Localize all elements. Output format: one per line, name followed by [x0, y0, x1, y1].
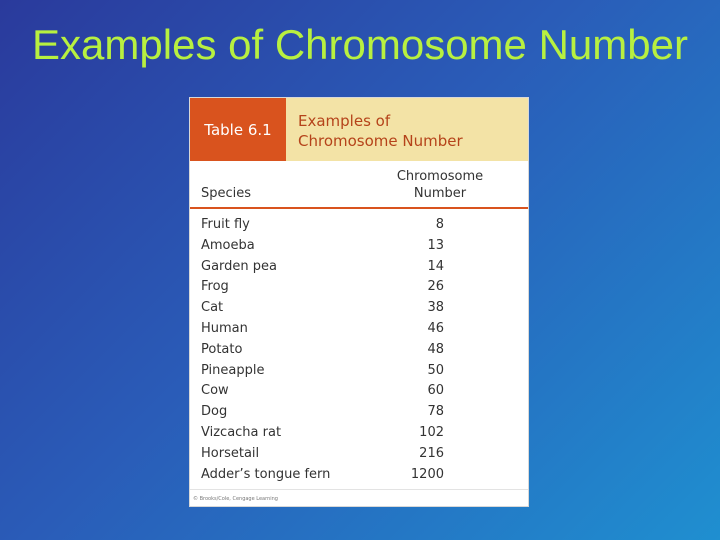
table-caption-line1: Examples of: [298, 112, 391, 130]
species-cell: Garden pea: [201, 258, 277, 274]
table-caption-line2: Chromosome Number: [298, 132, 463, 150]
chromosome-number-cell: 1200: [410, 466, 444, 482]
column-header-species: Species: [201, 186, 252, 201]
species-cell: Human: [201, 320, 248, 336]
species-cell: Cat: [201, 300, 224, 316]
table-row: [190, 236, 529, 257]
copyright-credit: © Brooks/Cole, Cengage Learning: [193, 496, 278, 502]
chromosome-number-cell: 50: [427, 362, 444, 378]
chromosome-number-cell: 102: [419, 424, 444, 440]
table-row: [190, 465, 529, 486]
table-row: [190, 340, 529, 361]
column-header-chromosome-number: [380, 168, 500, 202]
table-label: Table 6.1: [190, 98, 286, 161]
species-cell: Fruit fly: [201, 217, 250, 232]
chromosome-number-cell: 48: [427, 341, 444, 357]
chromosome-number-cell: 8: [435, 217, 444, 232]
chromosome-number-cell: 216: [419, 445, 444, 461]
table-figure: [189, 97, 529, 507]
species-cell: Frog: [201, 279, 229, 295]
chromosome-number-cell: 46: [427, 320, 444, 336]
species-cell: Pineapple: [201, 362, 265, 378]
table-row: [190, 319, 529, 340]
table-row: [190, 257, 529, 278]
species-cell: Amoeba: [201, 237, 255, 253]
column-header-number-line1: Chromosome: [396, 169, 484, 184]
column-headers: [190, 161, 529, 209]
species-cell: Horsetail: [201, 445, 260, 461]
column-header-number-line2: Number: [413, 186, 467, 201]
species-cell: Dog: [201, 404, 228, 420]
species-cell: Adder’s tongue fern: [201, 466, 331, 482]
chromosome-number-cell: 14: [427, 258, 444, 274]
table-row: [190, 215, 529, 236]
species-cell: Cow: [201, 383, 229, 399]
chromosome-number-cell: 78: [427, 404, 444, 420]
table-row: [190, 381, 529, 402]
chromosome-number-cell: 26: [427, 279, 444, 295]
table-row: [190, 402, 529, 423]
species-cell: Vizcacha rat: [201, 424, 282, 440]
chromosome-number-cell: 13: [427, 237, 444, 253]
chromosome-number-cell: 60: [427, 383, 444, 399]
credit-divider: [190, 489, 529, 490]
table-row: [190, 361, 529, 382]
species-cell: Potato: [201, 341, 243, 357]
table-row: [190, 423, 529, 444]
chromosome-number-cell: 38: [427, 300, 444, 316]
table-body: [190, 215, 529, 485]
table-row: [190, 298, 529, 319]
table-caption: [286, 98, 529, 161]
table-row: [190, 277, 529, 298]
slide-title: Examples of Chromosome Number: [32, 21, 688, 68]
table-header-band: [190, 98, 529, 161]
table-row: [190, 444, 529, 465]
